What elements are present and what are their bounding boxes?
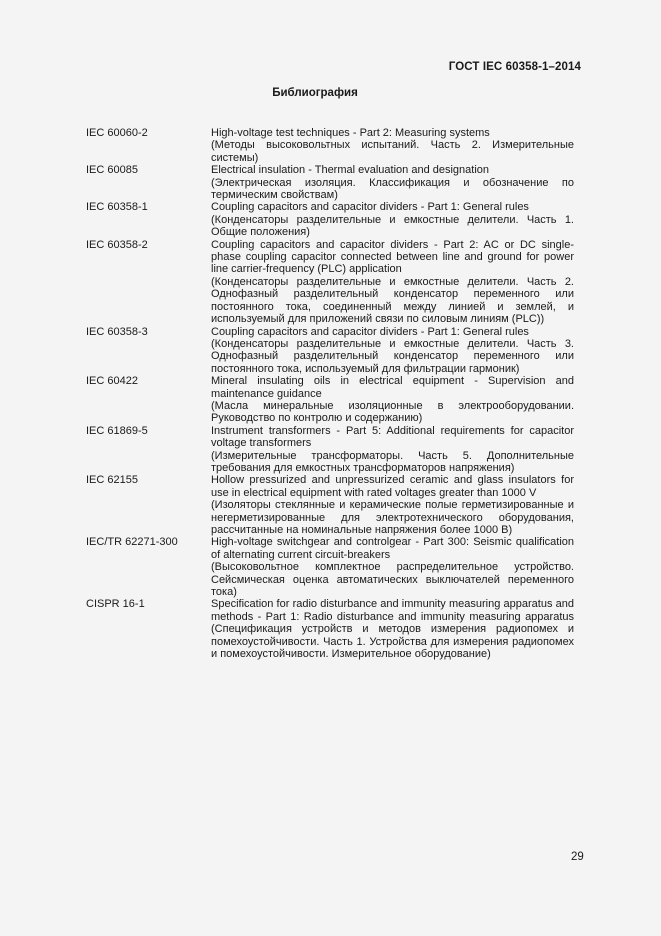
page-title: Библиография	[272, 87, 358, 99]
reference-title-en: Hollow pressurized and unpressurized ceramic and glass insulators for use in electrical equipment with rated voltages greater than 1000 V	[211, 474, 574, 499]
reference-code: IEC 60358-1	[86, 201, 148, 214]
reference-code: IEC 60358-3	[86, 325, 148, 338]
reference-description	[211, 326, 574, 376]
reference-description	[211, 598, 574, 660]
bibliography-entry	[86, 201, 574, 238]
reference-description	[211, 127, 574, 164]
reference-description	[211, 164, 574, 201]
reference-code: IEC 60358-2	[86, 238, 148, 251]
bibliography-entry	[86, 239, 574, 326]
reference-title-en: Coupling capacitors and capacitor dividers - Part 1: General rules	[211, 201, 529, 214]
reference-title-ru: (Масла минеральные изоляционные в электрооборудовании. Руководство по контролю и содержанию)	[211, 399, 574, 425]
reference-description	[211, 536, 574, 598]
bibliography-entry	[86, 425, 574, 475]
reference-title-ru: (Конденсаторы разделительные и емкостные делители. Часть 3. Однофазный разделительный конденсатор переменного или постоянного тока, используемый для фильтрации гармоник)	[211, 337, 574, 375]
reference-code: CISPR 16-1	[86, 598, 145, 611]
reference-title-en: Electrical insulation - Thermal evaluation and designation	[211, 164, 490, 177]
reference-description	[211, 239, 574, 326]
reference-title-en: High-voltage switchgear and controlgear - Part 300: Seismic qualification of alternating current circuit-breakers	[211, 536, 574, 561]
standard-header: ГОСТ IEC 60358-1–2014	[448, 61, 581, 73]
reference-description	[211, 474, 574, 536]
reference-title-ru: (Высоковольтное комплектное распределительное устройство. Сейсмическая оценка автоматических выключателей переменного тока)	[211, 561, 574, 599]
reference-title-ru: (Конденсаторы разделительные и емкостные делители. Часть 1. Общие положения)	[211, 213, 574, 239]
reference-description	[211, 375, 574, 425]
reference-title-ru: (Измерительные трансформаторы. Часть 5. Дополнительные требования для емкостных трансформаторов напряжения)	[211, 449, 574, 474]
reference-description	[211, 201, 574, 238]
bibliography-entry	[86, 598, 574, 660]
bibliography-list	[86, 127, 574, 660]
reference-code: IEC 62155	[86, 474, 138, 487]
bibliography-entry	[86, 326, 574, 376]
reference-title-en: High-voltage test techniques - Part 2: Measuring systems	[211, 127, 490, 139]
reference-title-ru: (Электрическая изоляция. Классификация и обозначение по термическим свойствам)	[211, 176, 574, 202]
bibliography-entry	[86, 474, 574, 536]
bibliography-entry	[86, 164, 574, 201]
reference-title-ru: (Конденсаторы разделительные и емкостные делители. Часть 2. Однофазный разделительный конденсатор переменного или постоянного тока, соединенный между линией и землей, и используемый для приложений связи по силовым линиям (PLC))	[211, 275, 574, 326]
reference-description	[211, 425, 574, 475]
reference-code: IEC 60085	[86, 164, 138, 177]
reference-title-ru: (Методы высоковольтных испытаний. Часть 2. Измерительные системы)	[211, 139, 574, 164]
bibliography-entry	[86, 536, 574, 598]
page-number: 29	[571, 851, 584, 863]
reference-code: IEC/TR 62271-300	[86, 536, 178, 549]
bibliography-entry	[86, 375, 574, 425]
reference-title-en: Mineral insulating oils in electrical equipment - Supervision and maintenance guidance	[211, 375, 574, 400]
reference-code: IEC 60422	[86, 375, 138, 388]
reference-title-en: Coupling capacitors and capacitor dividers - Part 2: AC or DC single-phase coupling capacitor connected between line and ground for power line carrier-frequency (PLC) application	[211, 238, 574, 276]
reference-code: IEC 61869-5	[86, 424, 148, 437]
reference-title-en: Specification for radio disturbance and immunity measuring apparatus and methods - Part 1: Radio disturbance and immunity measuring apparatus (Спецификация устройств и методов измерения радиопомех и помехоустойчивости. Часть 1. Устройства для измерения радиопомех и помехоустойчивости. Измерительное оборудование)	[211, 598, 574, 661]
reference-title-en: Instrument transformers - Part 5: Additional requirements for capacitor voltage transformers	[211, 424, 574, 450]
bibliography-entry	[86, 127, 574, 164]
reference-title-ru: (Изоляторы стеклянные и керамические полые герметизированные и негерметизированные для электротехнического оборудования, рассчитанные на номинальные напряжения более 1000 В)	[211, 499, 574, 536]
reference-title-en: Coupling capacitors and capacitor dividers - Part 1: General rules	[211, 325, 529, 338]
reference-code: IEC 60060-2	[86, 127, 148, 139]
